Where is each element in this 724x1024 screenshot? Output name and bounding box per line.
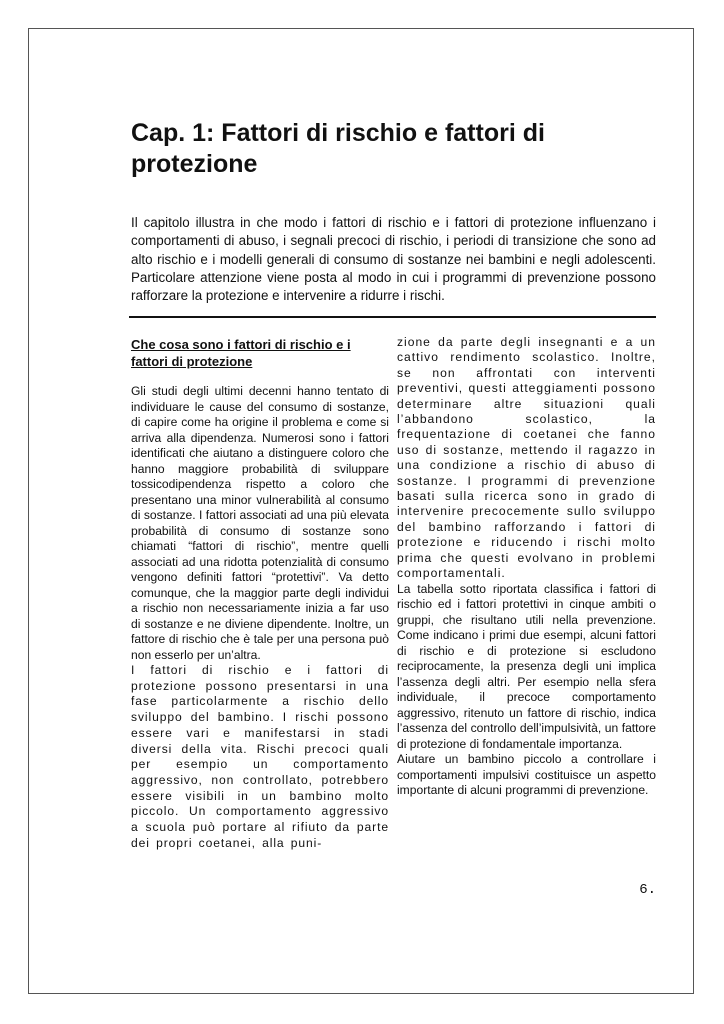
left-column bbox=[131, 336, 389, 851]
chapter-title: Cap. 1: Fattori di rischio e fattori di protezione bbox=[131, 119, 545, 178]
section-heading: Che cosa sono i fattori di rischio e i fattori di protezione bbox=[131, 337, 351, 369]
section-divider bbox=[129, 316, 656, 318]
left-paragraph-1: Gli studi degli ultimi decenni hanno tentato di individuare le cause del consumo di sostanze, di capire come ha origine il problema e come si arriva alla dipendenza. Numerosi sono i fattori identificati che aiutano a distinguere coloro che hanno maggiore probabilità di sviluppare tossicodipendenza rispetto a coloro che presentano una minor vulnerabilità al consumo di sostanze. I fattori associati ad una più elevata probabilità di consumo di sostanze sono chiamati “fattori di rischio”, mentre quelli associati ad una ridotta potenzialità di consumo vengono definiti fattori “protettivi”. Va detto comunque, che la maggior parte degli individui a rischio non necessariamente inizia a far uso di sostanze e ne diviene dipendente. Inoltre, un fattore di rischio che è tale per una persona può non esserlo per un’altra. bbox=[131, 384, 389, 662]
right-column bbox=[397, 335, 656, 799]
right-paragraph-2: La tabella sotto riportata classifica i fattori di rischio ed i fattori protettivi in cinque ambiti o gruppi, che risultano utili nella prevenzione. Come indicano i primi due esempi, alcuni fattori di rischio e di protezione si escludono reciprocamente, la presenza degli uni implica l’assenza degli altri. Per esempio nella sfera individuale, il precoce comportamento aggressivo, ritenuto un fattore di rischio, indica l’assenza del controllo dell’impulsività, un fattore di protezione di fondamentale importanza. bbox=[397, 581, 656, 751]
chapter-intro: Il capitolo illustra in che modo i fattori di rischio e i fattori di protezione influenzano i comportamenti di abuso, i segnali precoci di rischio, i periodi di transizione che sono ad alto rischio e i modelli generali di consumo di sostanze nei bambini e negli adolescenti. Particolare attenzione viene posta al modo in cui i programmi di prevenzione possono rafforzare la protezione e intervenire a ridurre i rischi. bbox=[131, 215, 656, 304]
right-paragraph-3: Aiutare un bambino piccolo a controllare i comportamenti impulsivi costituisce un aspetto importante di alcuni programmi di prevenzione. bbox=[397, 752, 656, 797]
left-paragraph-2: I fattori di rischio e i fattori di protezione possono presentarsi in una fase particolarmente a rischio dello sviluppo del bambino. I rischi possono essere vari e manifestarsi in stadi diversi della vita. Rischi precoci quali per esempio un comportamento aggressivo, non controllato, potrebbero essere visibili in un bambino molto piccolo. Un comportamento aggressivo a scuola può portare al rifiuto da parte dei propri coetanei, alla puni- bbox=[131, 663, 389, 850]
page-number: 6. bbox=[639, 882, 656, 898]
right-paragraph-1: zione da parte degli insegnanti e a un cattivo rendimento scolastico. Inoltre, se non affrontati con interventi preventivi, questi atteggiamenti possono determinare altre situazioni quali l’abbandono scolastico, la frequentazione di coetanei che fanno uso di sostanze, mettendo il ragazzo in una condizione a rischio di abuso di sostanze. I programmi di prevenzione basati sulla ricerca sono in grado di intervenire precocemente sullo sviluppo del bambino rafforzando i fattori di protezione e riducendo i rischi molto prima che questi evolvano in problemi comportamentali. bbox=[397, 335, 656, 581]
